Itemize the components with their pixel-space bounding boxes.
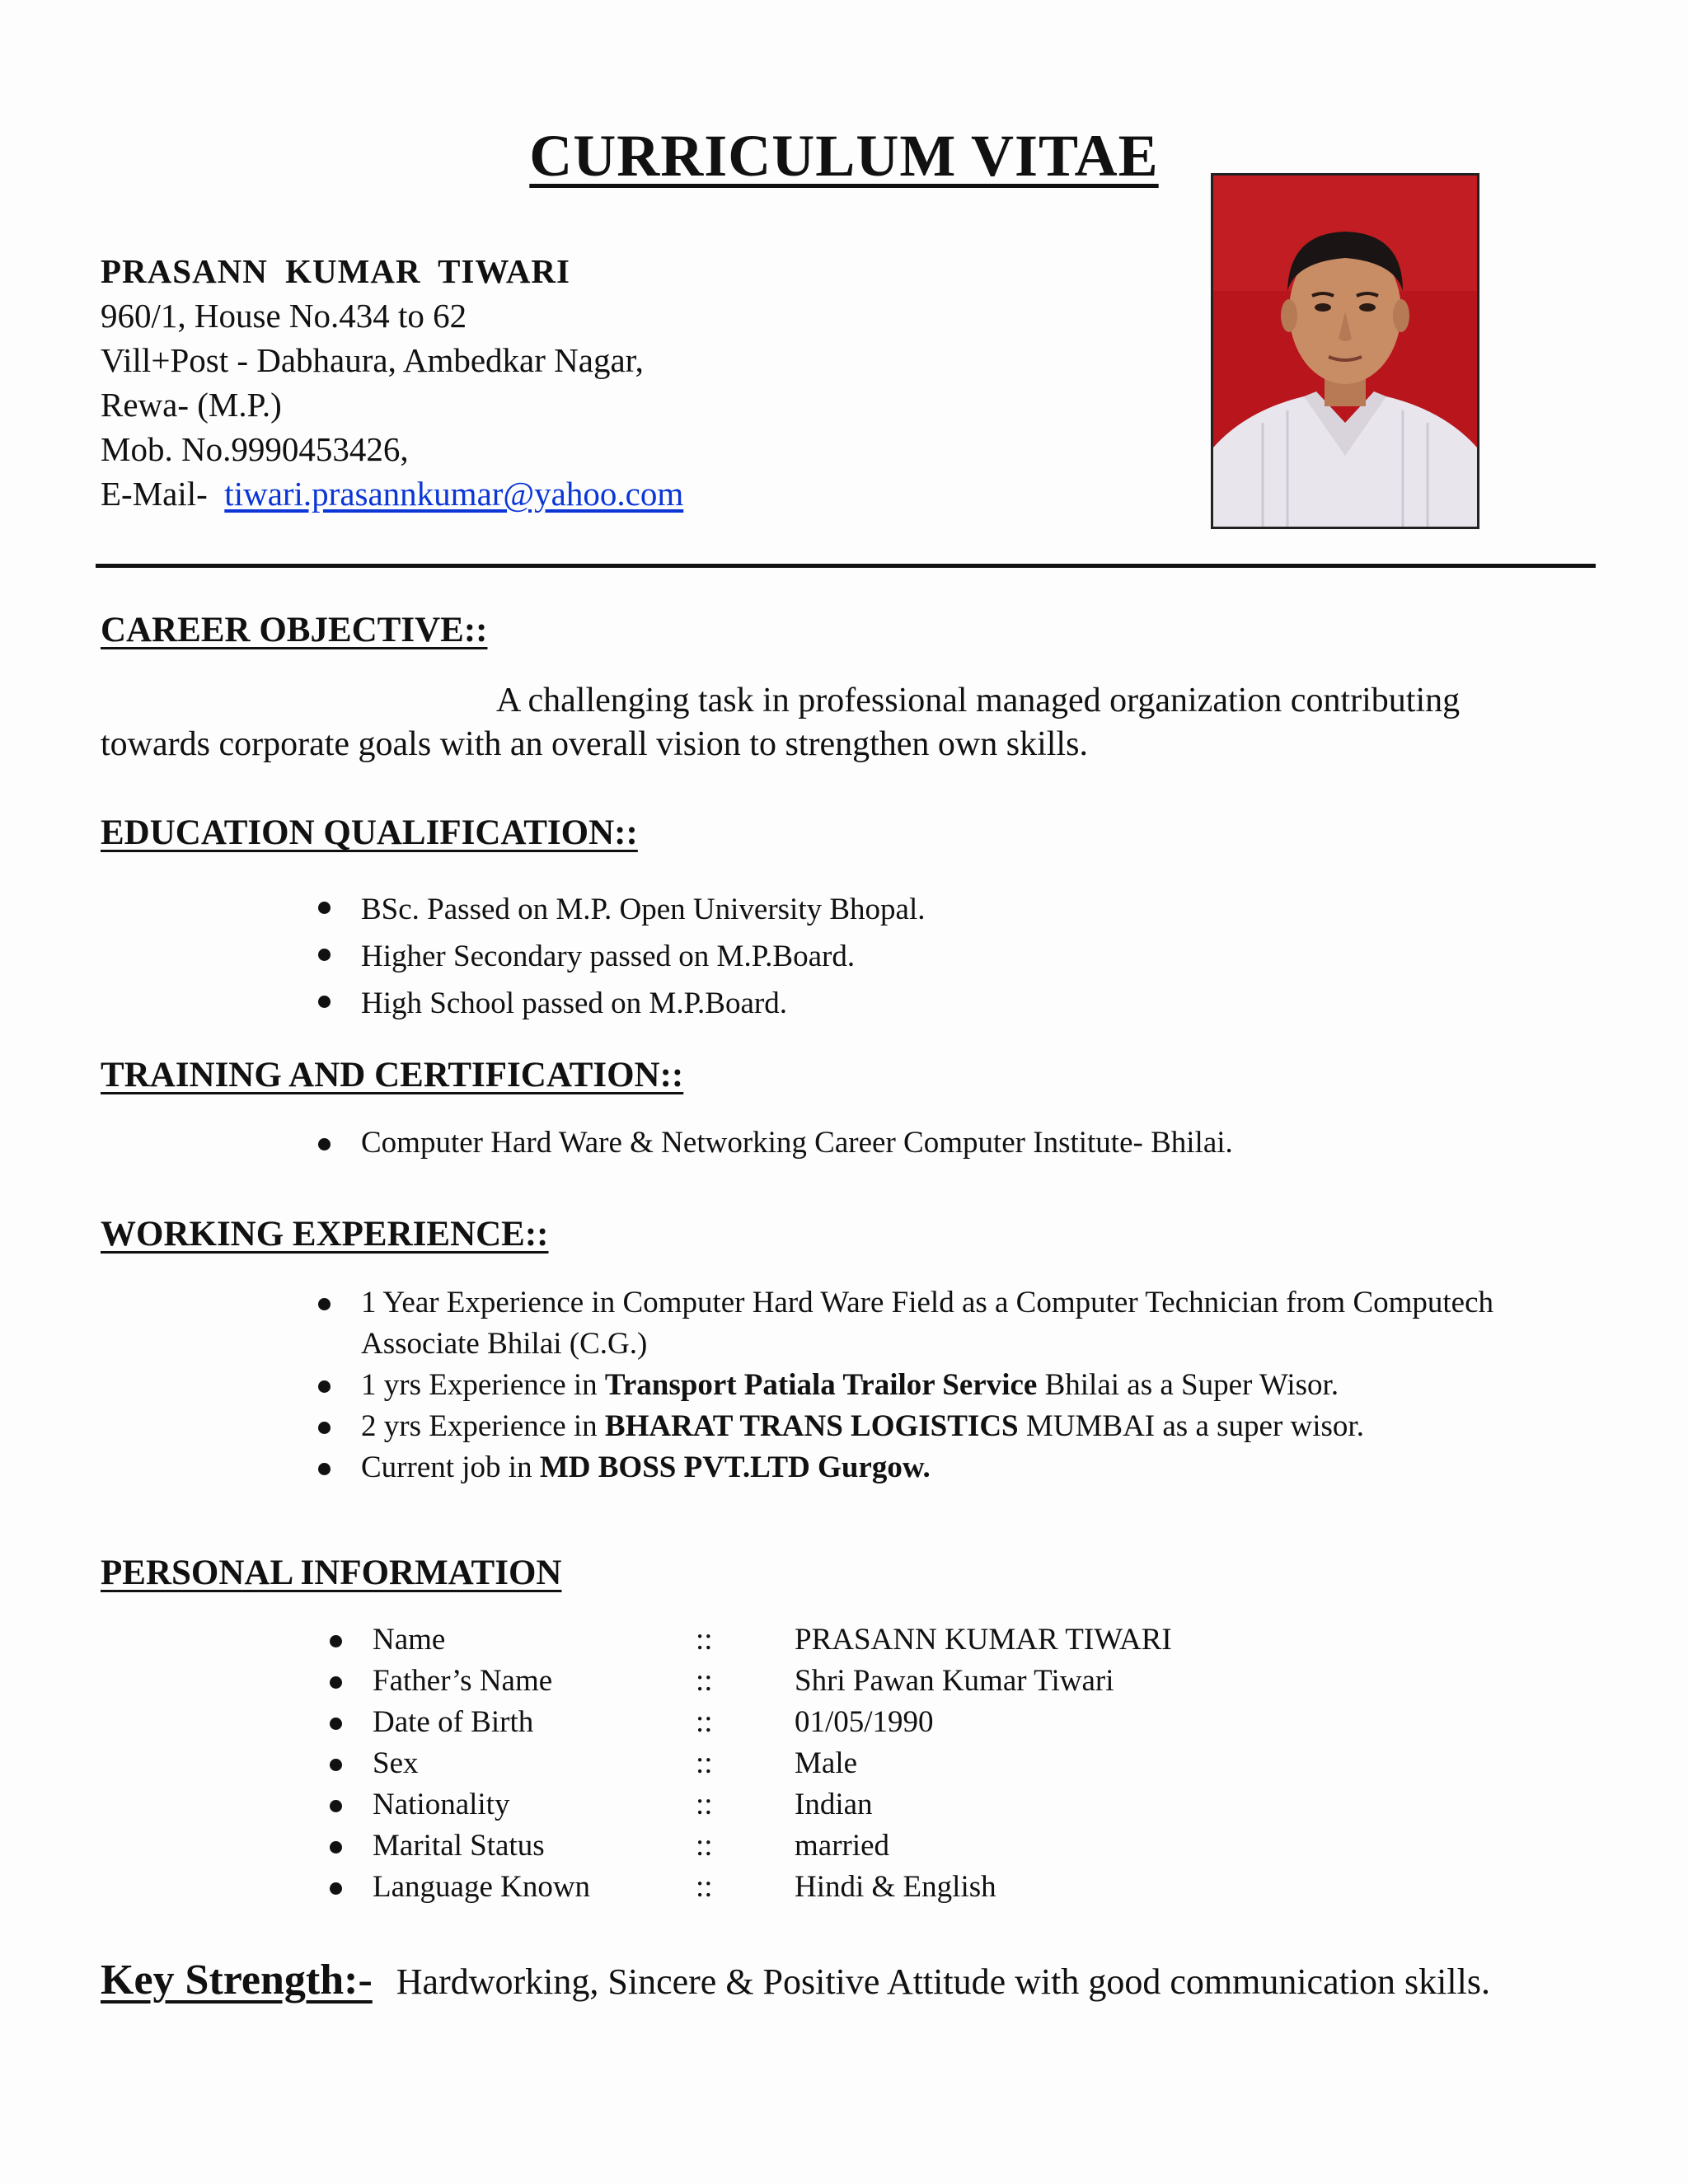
key-strength-text: Hardworking, Sincere & Positive Attitude with good communication skills.: [396, 1961, 1490, 2002]
training-list: [361, 1122, 1233, 1164]
career-objective-text: A challenging task in professional managed organization contributing towards corporate goals with an overall vision to strengthen own skills.: [101, 682, 1461, 763]
list-item: Current job in MD BOSS PVT.LTD Gurgow.: [361, 1447, 1515, 1488]
address-line-3: Rewa- (M.P.): [101, 386, 282, 424]
education-list: [361, 886, 926, 1027]
applicant-name: PRASANN KUMAR TIWARI: [101, 252, 570, 290]
email-label: E-Mail-: [101, 475, 208, 513]
personal-row: Father’s Name :: Shri Pawan Kumar Tiwari: [373, 1661, 1372, 1702]
email-row: [101, 471, 683, 516]
email-link[interactable]: tiwari.prasannkumar@yahoo.com: [224, 475, 684, 513]
personal-row: Marital Status :: married: [373, 1825, 1372, 1867]
personal-info-list: [373, 1619, 1372, 1908]
list-item: 1 yrs Experience in Transport Patiala Trailor Service Bhilai as a Super Wisor.: [361, 1365, 1515, 1406]
address-line-2: Vill+Post - Dabhaura, Ambedkar Nagar,: [101, 341, 644, 379]
work-list: [361, 1282, 1515, 1488]
address-line-1: 960/1, House No.434 to 62: [101, 297, 467, 335]
personal-row: Name :: PRASANN KUMAR TIWARI: [373, 1619, 1372, 1661]
list-item: Computer Hard Ware & Networking Career Computer Institute- Bhilai.: [361, 1122, 1233, 1164]
work-heading: WORKING EXPERIENCE::: [101, 1215, 549, 1254]
contact-block: [101, 249, 683, 516]
education-heading: EDUCATION QUALIFICATION::: [101, 813, 638, 852]
mobile-number: Mob. No.9990453426,: [101, 430, 409, 468]
list-item: BSc. Passed on M.P. Open University Bhopal.: [361, 886, 926, 933]
personal-info-heading: PERSONAL INFORMATION: [101, 1554, 562, 1592]
career-objective-heading: CAREER OBJECTIVE::: [101, 611, 488, 649]
page-title: CURRICULUM VITAE: [529, 123, 1159, 189]
list-item: Higher Secondary passed on M.P.Board.: [361, 933, 926, 980]
person-portrait-icon: [1213, 176, 1477, 527]
header-divider: [96, 564, 1596, 568]
key-strength: [101, 1956, 1490, 2004]
profile-photo: [1211, 173, 1479, 529]
personal-row: Date of Birth :: 01/05/1990: [373, 1702, 1372, 1743]
list-item: High School passed on M.P.Board.: [361, 980, 926, 1027]
list-item: 1 Year Experience in Computer Hard Ware Field as a Computer Technician from Computech Associate Bhilai (C.G.): [361, 1282, 1515, 1365]
personal-row: Nationality :: Indian: [373, 1784, 1372, 1825]
personal-row: Sex :: Male: [373, 1743, 1372, 1784]
training-heading: TRAINING AND CERTIFICATION::: [101, 1056, 684, 1094]
personal-row: Language Known :: Hindi & English: [373, 1867, 1372, 1908]
list-item: 2 yrs Experience in BHARAT TRANS LOGISTICS MUMBAI as a super wisor.: [361, 1406, 1515, 1447]
key-strength-label: Key Strength:-: [101, 1957, 373, 2004]
